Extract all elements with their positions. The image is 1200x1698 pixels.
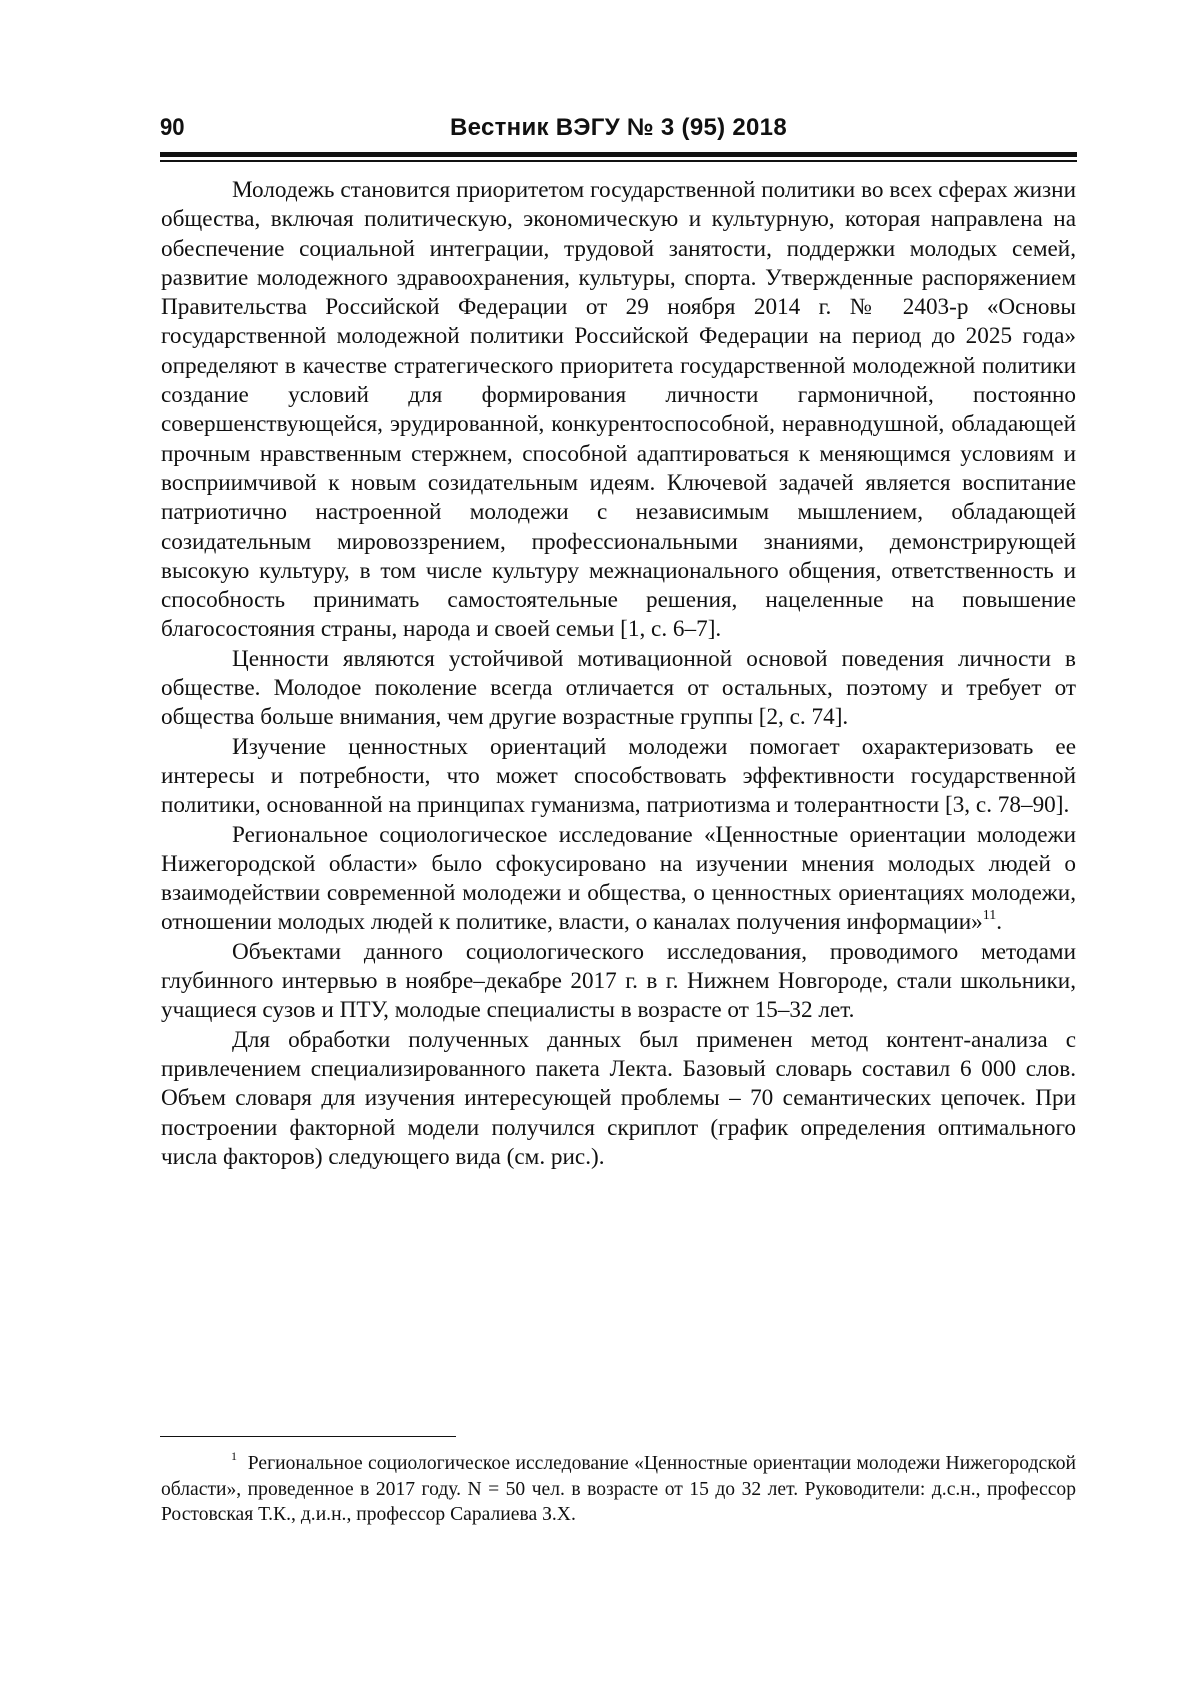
paragraph-1: Молодежь становится приоритетом государственной политики во всех сферах жизни общества, включая политическую, экономическую и культурную, которая направлена на обеспечение социальной интеграции, трудовой занятости, поддержки молодых семей, развитие молодежного здравоохранения, культуры, спорта. Утвержденные распоряжением Правительства Российской Федерации от 29 ноября 2014 г. № 2403-р «Основы государственной молодежной политики Российской Федерации на период до 2025 года» определяют в качестве стратегического приоритета государственной молодежной политики создание условий для формирования личности гармоничной, постоянно совершенствующейся, эрудированной, конкурентоспособной, неравнодушной, обладающей прочным нравственным стержнем, способной адаптироваться к меняющимся условиям и восприимчивой к новым созидательным идеям. Ключевой задачей является воспитание патриотично настроенной молодежи с независимым мышлением, обладающей созидательным мировоззрением, профессиональными знаниями, демонстрирующей высокую культуру, в том числе культуру межнационального общения, ответственность и способность принимать самостоятельные решения, нацеленные на повышение благосостояния страны, народа и своей семьи [1, с. 6–7]. (161, 177, 1076, 643)
paragraph-6: Для обработки полученных данных был применен метод контент-анализа с привлечением специализированного пакета Лекта. Базовый словарь составил 6 000 слов. Объем словаря для изучения интересующей проблемы – 70 семантических цепочек. При построении факторной модели получился скриплот (график определения оптимального числа факторов) следующего вида (см. рис.). (161, 1026, 1076, 1170)
page-number: 90 (160, 114, 185, 141)
running-header (160, 113, 1077, 153)
footnote-marker: 1 (231, 1449, 237, 1463)
header-rule-thin (160, 160, 1077, 162)
paragraph-5: Объектами данного социологического исследования, проводимого методами глубинного интервью в ноябре–декабре 2017 г. в г. Нижнем Новгороде, стали школьники, учащиеся сузов и ПТУ, молодые специалисты в возрасте от 15–32 лет. (161, 938, 1076, 1024)
footnote-separator (160, 1436, 456, 1437)
header-rule-thick (160, 152, 1077, 157)
footnote-text: Региональное социологическое исследование «Ценностные ориентации молодежи Нижегородской области», проведенное в 2017 году. N = 50 чел. в возрасте от 15 до 32 лет. Руководители: д.с.н., профессор Ростовская Т.К., д.и.н., профессор Саралиева З.Х. (161, 1453, 1076, 1525)
journal-title: Вестник ВЭГУ № 3 (95) 2018 (450, 114, 787, 141)
paragraph-2: Ценности являются устойчивой мотивационной основой поведения личности в обществе. Молодое поколение всегда отличается от остальных, поэтому и требует от общества больше внимания, чем другие возрастные группы [2, с. 74]. (161, 645, 1076, 731)
paragraph-4-text: Региональное социологическое исследование «Ценностные ориентации молодежи Нижегородской области» было сфокусировано на изучении мнения молодых людей о взаимодействии современной молодежи и общества, о ценностных ориентациях молодежи, отношении молодых людей к политике, власти, о каналах получения информации» (161, 821, 1076, 936)
paragraph-4: Региональное социологическое исследование «Ценностные ориентации молодежи Нижегородской области» было сфокусировано на изучении мнения молодых людей о взаимодействии современной молодежи и общества, о ценностных ориентациях молодежи, отношении молодых людей к политике, власти, о каналах получения информации»$^{11}$. (161, 821, 1076, 936)
footnote-reference[interactable]: 11 (982, 908, 997, 924)
paragraph-3: Изучение ценностных ориентаций молодежи помогает охарактеризовать ее интересы и потребности, что может способствовать эффективности государственной политики, основанной на принципах гуманизма, патриотизма и толерантности [3, с. 78–90]. (161, 733, 1076, 819)
footnote (161, 1451, 1076, 1528)
article-body (161, 176, 1076, 1172)
